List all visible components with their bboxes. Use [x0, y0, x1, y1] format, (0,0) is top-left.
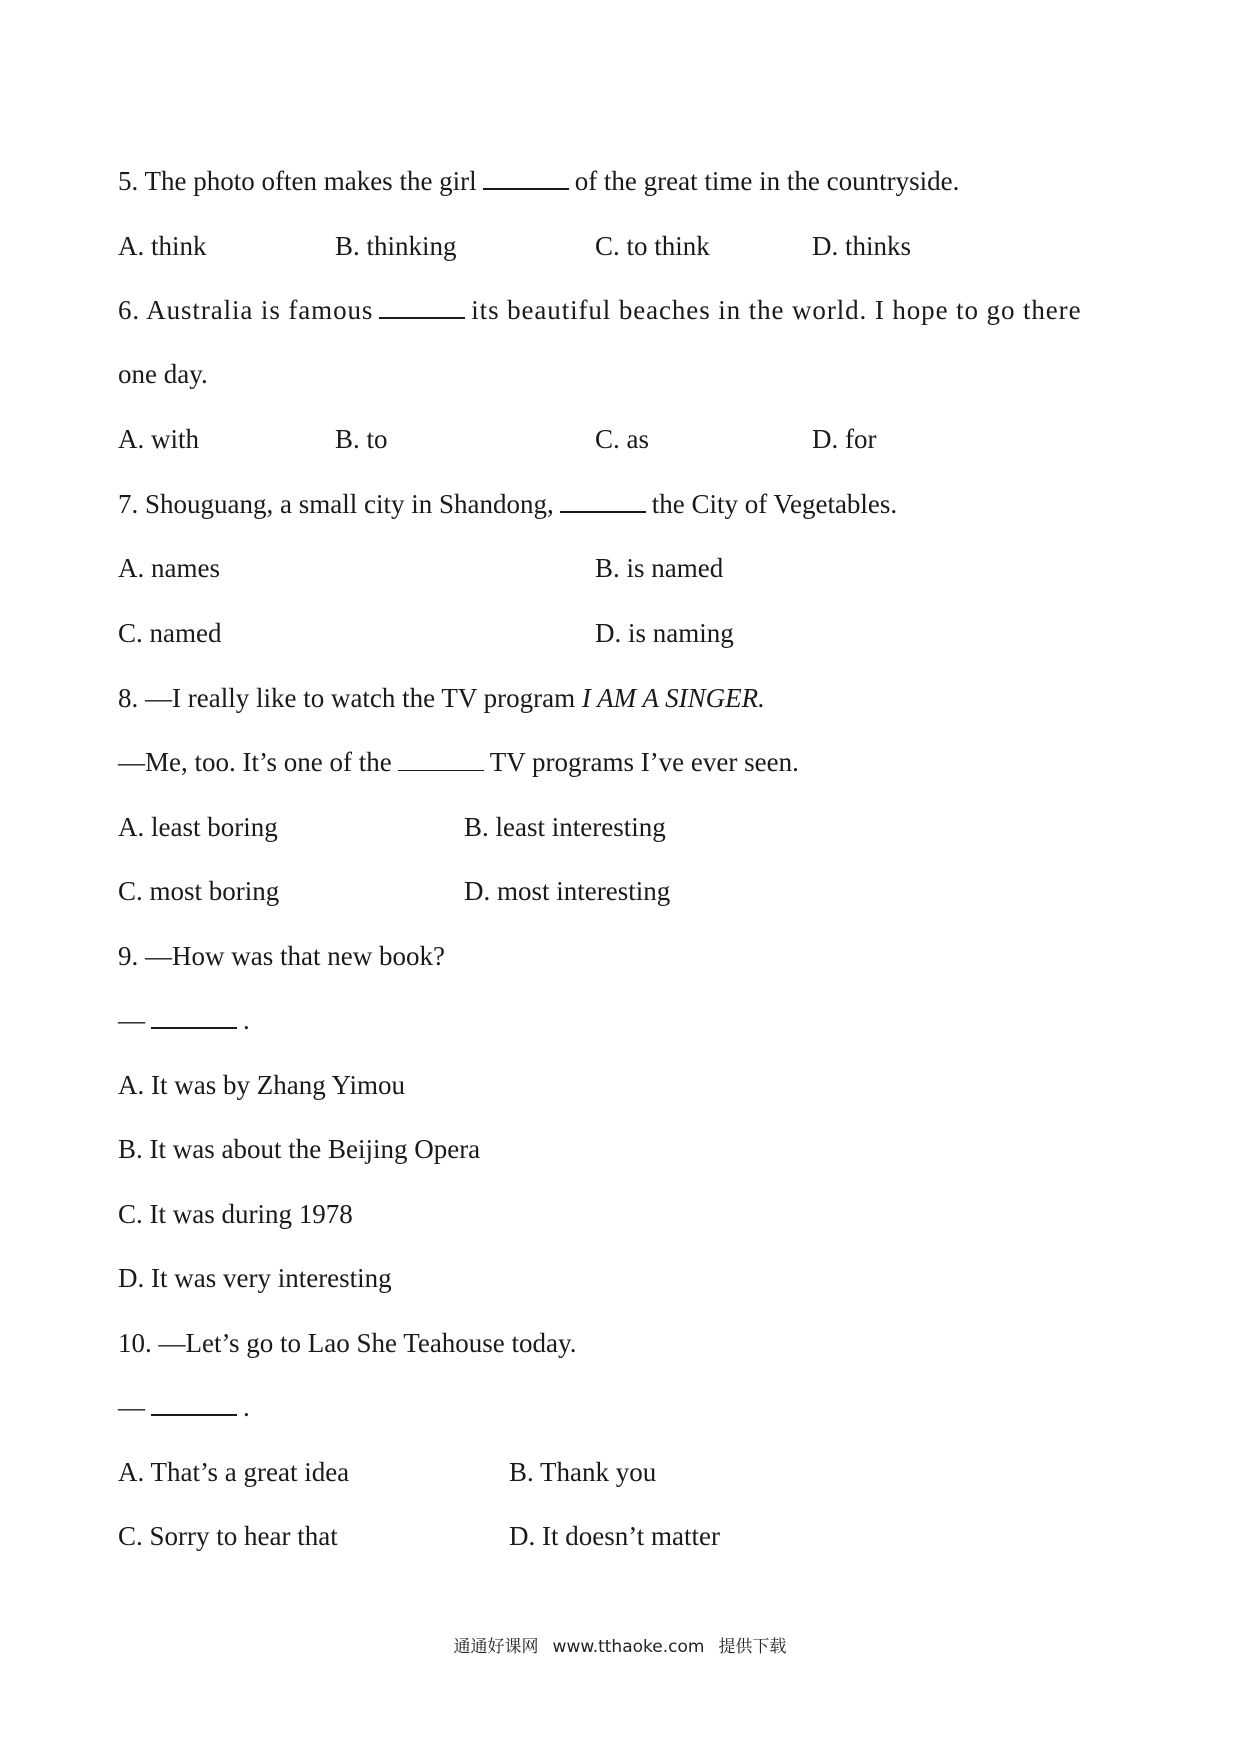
question-10-reply: [118, 1390, 250, 1424]
question-text: its beautiful beaches in the world. I hope to go there: [471, 295, 1082, 325]
option-a: A. It was by Zhang Yimou: [118, 1070, 405, 1100]
option-a: A. names: [118, 553, 220, 583]
reply-text: TV programs I’ve ever seen.: [489, 747, 799, 777]
question-8-stem: [118, 681, 765, 715]
question-text: of the great time in the countryside.: [574, 166, 960, 196]
option-b: B. is named: [595, 553, 724, 583]
reply-dash: —: [118, 1005, 145, 1035]
option-a: A. think: [118, 231, 207, 261]
reply-period: .: [243, 1392, 250, 1422]
question-5-stem: [118, 164, 959, 198]
option-a: A. least boring: [118, 812, 278, 842]
reply-period: .: [243, 1005, 250, 1035]
question-text: 7. Shouguang, a small city in Shandong,: [118, 489, 554, 519]
answer-blank: [151, 1392, 237, 1416]
option-b: B. to: [335, 424, 388, 454]
option-b: B. It was about the Beijing Opera: [118, 1134, 481, 1164]
footer-site-name: 通通好课网: [453, 1637, 539, 1657]
answer-blank: [379, 295, 465, 319]
program-title: I AM A SINGER.: [581, 683, 765, 713]
option-c: C. Sorry to hear that: [118, 1521, 338, 1551]
option-d: D. for: [812, 424, 877, 454]
option-d: D. thinks: [812, 231, 912, 261]
question-7-stem: [118, 487, 897, 521]
option-d: D. is naming: [595, 618, 734, 648]
option-c: C. as: [595, 424, 649, 454]
option-a: A. with: [118, 424, 199, 454]
option-c: C. most boring: [118, 876, 280, 906]
option-c: C. to think: [595, 231, 710, 261]
reply-dash: —: [118, 1392, 145, 1422]
question-9-stem: 9. —How was that new book?: [118, 941, 445, 971]
option-b: B. thinking: [335, 231, 457, 261]
option-c: C. named: [118, 618, 222, 648]
answer-blank: [151, 1005, 237, 1029]
option-d: D. most interesting: [464, 876, 671, 906]
question-text: the City of Vegetables.: [651, 489, 898, 519]
footer-url[interactable]: www.tthaoke.com: [552, 1637, 705, 1657]
question-6-stem-continued: one day.: [118, 359, 208, 389]
option-c: C. It was during 1978: [118, 1199, 353, 1229]
question-6-stem: [118, 293, 1081, 327]
option-a: A. That’s a great idea: [118, 1457, 350, 1487]
page-footer: [0, 1636, 1240, 1658]
question-9-reply: [118, 1003, 250, 1037]
option-b: B. Thank you: [509, 1457, 657, 1487]
footer-note: 提供下载: [718, 1637, 787, 1657]
option-b: B. least interesting: [464, 812, 666, 842]
reply-text: —Me, too. It’s one of the: [118, 747, 392, 777]
answer-blank: [560, 489, 646, 513]
question-10-stem: 10. —Let’s go to Lao She Teahouse today.: [118, 1328, 577, 1358]
question-8-reply: [118, 745, 799, 779]
question-text: 8. —I really like to watch the TV program: [118, 683, 576, 713]
question-text: 5. The photo often makes the girl: [118, 166, 477, 196]
option-d: D. It doesn’t matter: [509, 1521, 720, 1551]
answer-blank: [483, 166, 569, 190]
option-d: D. It was very interesting: [118, 1263, 392, 1293]
question-text: 6. Australia is famous: [118, 295, 374, 325]
answer-blank: [398, 748, 484, 771]
